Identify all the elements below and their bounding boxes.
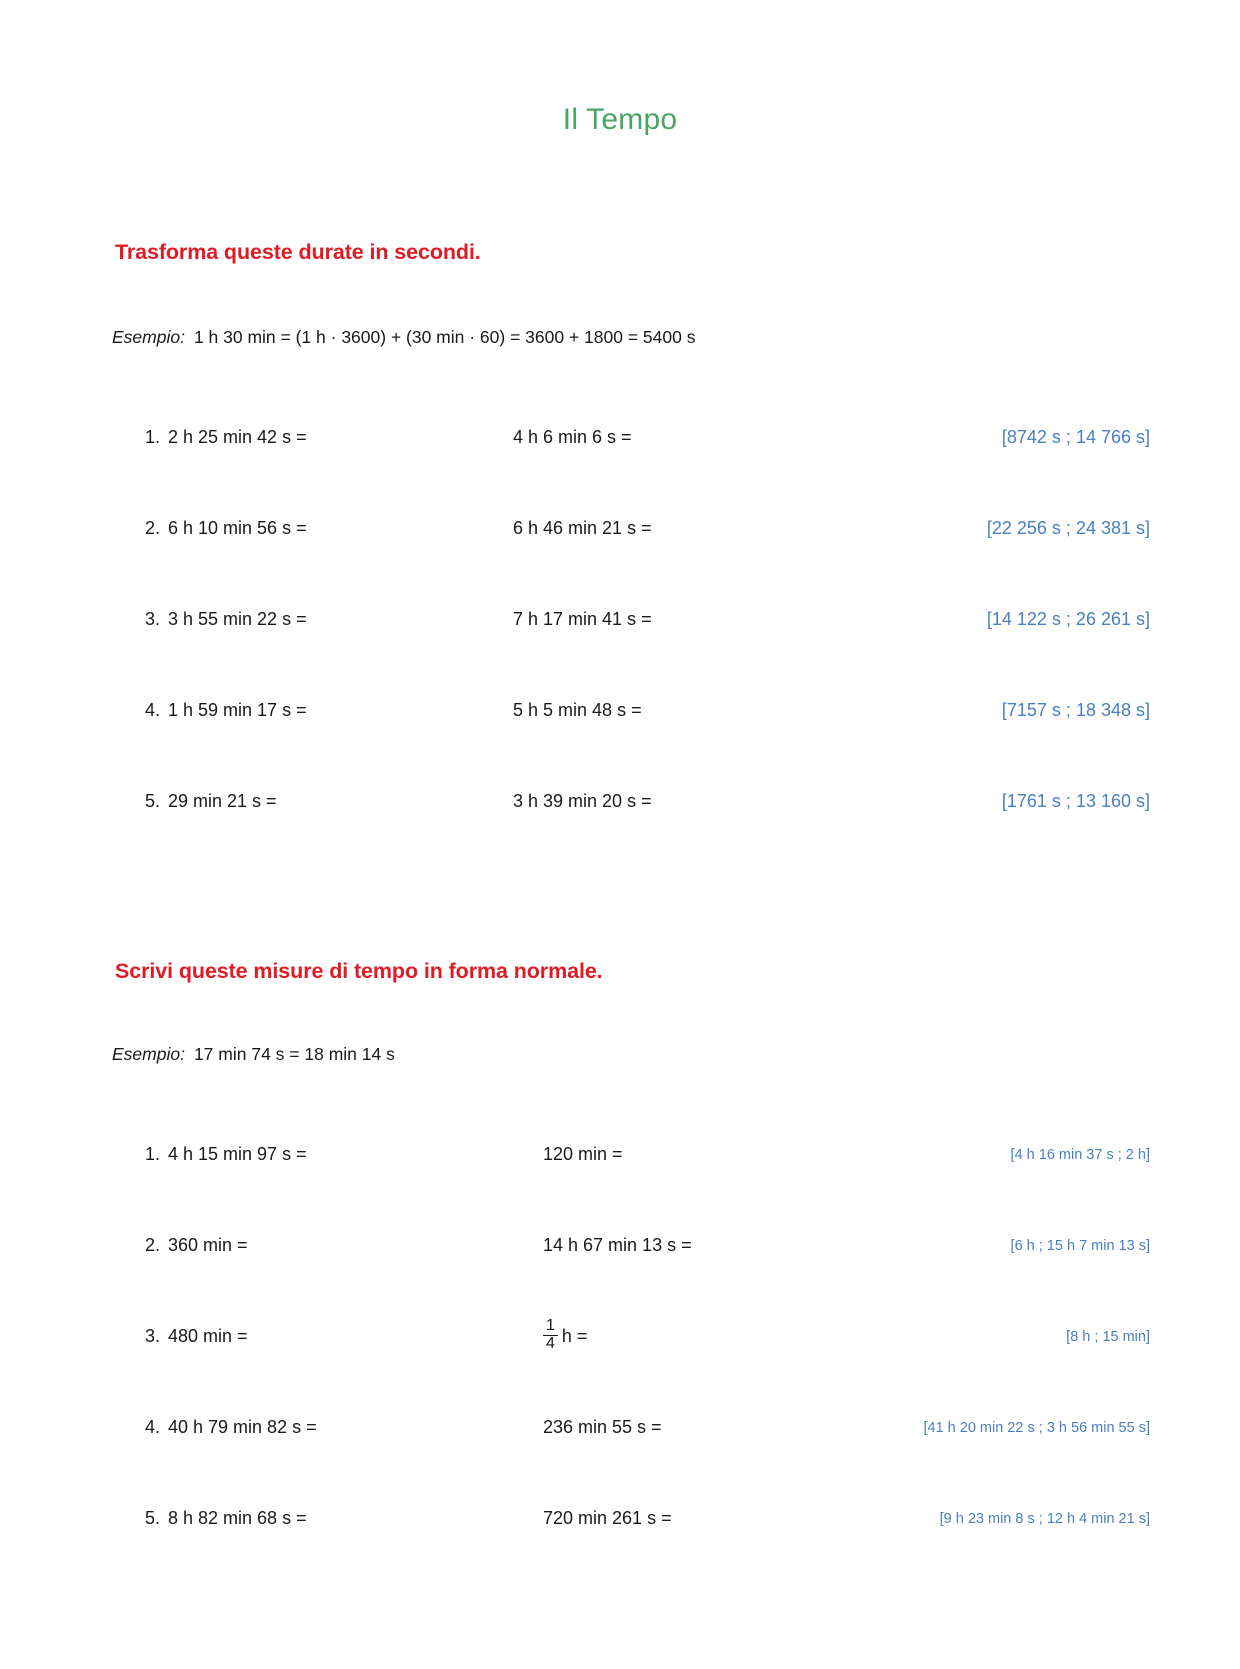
item-expression-right: 7 h 17 min 41 s = [513,609,652,629]
item-answer: [8742 s ; 14 766 s] [1001,427,1150,447]
item-expression-right: 6 h 46 min 21 s = [513,518,652,538]
item-expression-left: 4 h 15 min 97 s = [168,1144,307,1164]
item-expression-right: 4 h 6 min 6 s = [513,427,632,447]
fraction-numerator: 1 [546,1317,555,1335]
item-expression-left: 6 h 10 min 56 s = [168,518,307,538]
item-answer: [7157 s ; 18 348 s] [1001,700,1150,720]
item-expression-left: 1 h 59 min 17 s = [168,700,307,720]
exercise-row [90,756,1150,847]
item-number: 3. [144,1326,160,1346]
section-heading: Scrivi queste misure di tempo in forma normale. [115,959,603,983]
exercise-row [90,1382,1150,1473]
item-answer: [9 h 23 min 8 s ; 12 h 4 min 21 s] [939,1510,1150,1527]
item-expression-right: 720 min 261 s = [543,1508,672,1528]
item-number: 2. [144,518,160,538]
item-number: 2. [144,1235,160,1255]
item-expression-left: 29 min 21 s = [168,791,277,811]
item-expression-left: 480 min = [168,1326,248,1346]
item-number: 3. [144,609,160,629]
exercise-row [90,1200,1150,1291]
item-number: 5. [144,1508,160,1528]
example-label: Esempio: [112,327,185,347]
exercise-row [90,1473,1150,1564]
item-answer: [6 h ; 15 h 7 min 13 s] [1010,1237,1150,1254]
example-line [112,1044,1150,1065]
item-number: 5. [144,791,160,811]
example-text: 17 min 74 s = 18 min 14 s [193,1044,395,1064]
example-text: 1 h 30 min = (1 h · 3600) + (30 min · 60) = 3600 + 1800 = 5400 s [193,327,696,347]
exercise-row [90,574,1150,665]
item-answer: [1761 s ; 13 160 s] [1001,791,1150,811]
section-transform-to-seconds [90,240,1150,847]
item-expression-left: 40 h 79 min 82 s = [168,1417,317,1437]
page-title: Il Tempo [562,103,678,136]
item-expression-right: 3 h 39 min 20 s = [513,791,652,811]
exercise-row [90,665,1150,756]
item-expression-left: 3 h 55 min 22 s = [168,609,307,629]
item-number: 4. [144,700,160,720]
item-expression-right: 14 h 67 min 13 s = [543,1235,692,1255]
section-normal-form [90,959,1150,1564]
item-expression-right: 236 min 55 s = [543,1417,662,1437]
exercise-row [90,1291,1150,1382]
fraction-denominator: 4 [543,1335,558,1353]
item-expression-left: 360 min = [168,1235,248,1255]
exercise-row [90,483,1150,574]
item-number: 4. [144,1417,160,1437]
item-answer: [14 122 s ; 26 261 s] [986,609,1150,629]
exercise-row [90,392,1150,483]
item-expression-right: 120 min = [543,1144,623,1164]
item-answer: [41 h 20 min 22 s ; 3 h 56 min 55 s] [923,1419,1150,1436]
item-expression-right: h = [561,1326,588,1346]
item-number: 1. [144,427,160,447]
item-expression-left: 8 h 82 min 68 s = [168,1508,307,1528]
exercise-list [90,1109,1150,1564]
fraction-one-quarter [543,1318,558,1353]
item-expression-right-wrapper [543,1319,865,1354]
item-number: 1. [144,1144,160,1164]
example-line [112,327,1150,348]
item-expression-left: 2 h 25 min 42 s = [168,427,307,447]
item-answer: [4 h 16 min 37 s ; 2 h] [1010,1146,1150,1163]
item-answer: [22 256 s ; 24 381 s] [986,518,1150,538]
item-answer: [8 h ; 15 min] [1066,1328,1150,1345]
exercise-row [90,1109,1150,1200]
item-expression-right: 5 h 5 min 48 s = [513,700,642,720]
example-label: Esempio: [112,1044,185,1064]
section-heading: Trasforma queste durate in secondi. [115,240,481,264]
exercise-list [90,392,1150,847]
